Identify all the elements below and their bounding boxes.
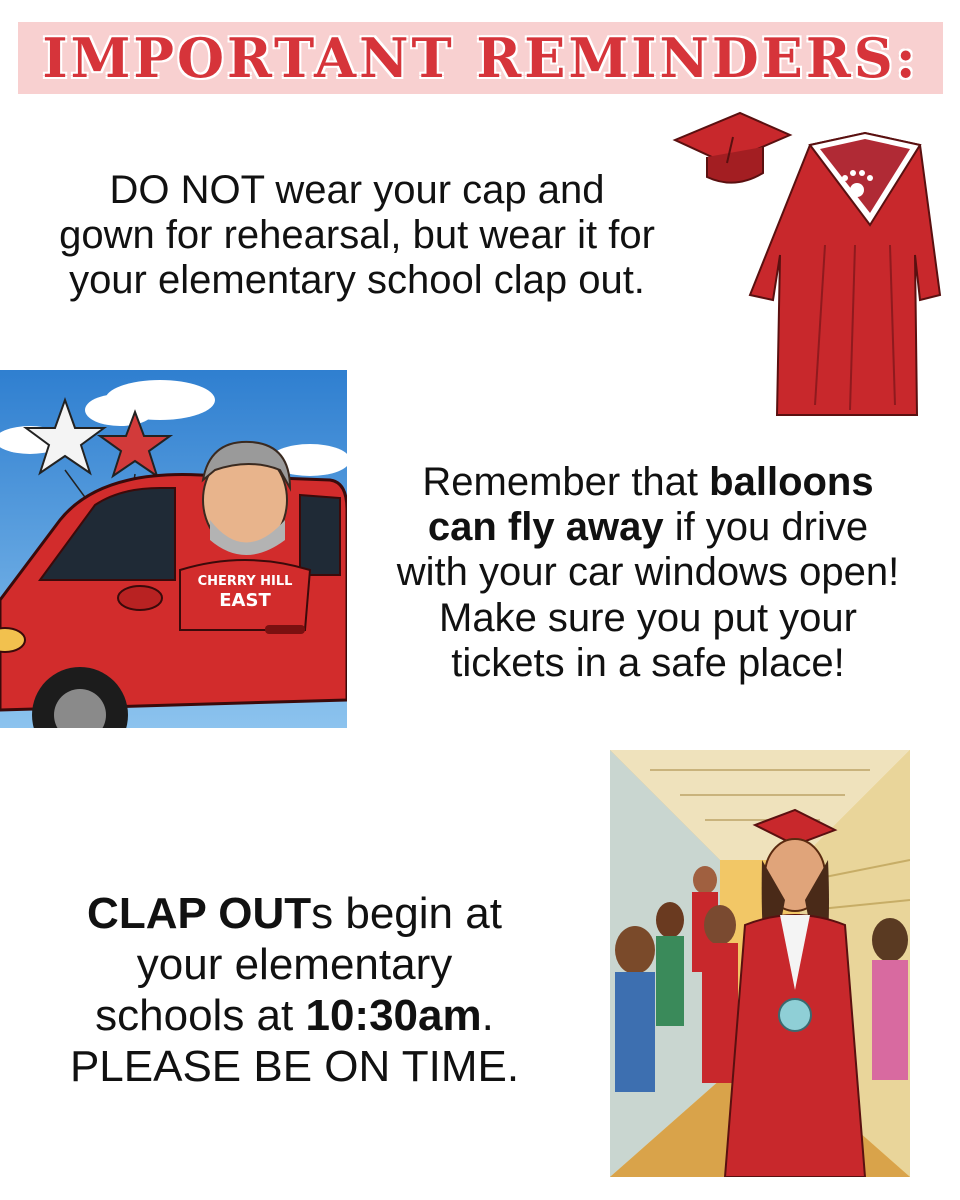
- cap-and-gown-illustration: [665, 105, 945, 425]
- reminder-balloons-line-2-post: if you drive: [663, 505, 869, 550]
- reminder-clap-out-line-1-post: s begin at: [311, 889, 502, 938]
- reminder-cap-gown-line-2: gown for rehearsal, but wear it for: [59, 213, 655, 258]
- reminder-cap-gown-line-1: DO NOT wear your cap and: [109, 168, 605, 212]
- reminder-clap-out: [12, 888, 577, 1092]
- reminder-balloons-line-5: tickets in a safe place!: [451, 640, 845, 685]
- reminder-balloons-line-3: with your car windows open!: [396, 550, 900, 595]
- page-title: IMPORTANT REMINDERS:: [42, 26, 919, 90]
- reminder-clap-out-line-4: PLEASE BE ON TIME.: [69, 1042, 520, 1092]
- hallway-clap-out-illustration: [610, 750, 910, 1177]
- reminder-balloons-line-1-bold: balloons: [709, 460, 874, 504]
- shirt-text-line-1: CHERRY HILL: [197, 574, 293, 589]
- reminder-balloons-line-1-pre: Remember that: [422, 460, 710, 504]
- reminder-clap-out-line-2: your elementary: [136, 940, 453, 990]
- reminder-balloons-line-2-bold: can fly away: [427, 505, 664, 550]
- graduation-cap-icon: [675, 113, 790, 183]
- reminder-clap-out-line-1-bold: CLAP OUT: [87, 889, 312, 938]
- reminder-clap-out-line-3-pre: schools at: [95, 991, 306, 1041]
- graduation-gown-icon: [750, 133, 940, 415]
- reminder-balloons-line-4: Make sure you put your: [439, 595, 857, 640]
- car-balloons-illustration: [0, 370, 347, 728]
- reminder-cap-gown-line-3: your elementary school clap out.: [69, 258, 645, 303]
- reminder-clap-out-line-3-bold: 10:30am: [305, 991, 482, 1041]
- shirt-text-line-2: EAST: [219, 590, 271, 611]
- reminder-clap-out-line-3-post: .: [481, 991, 494, 1041]
- reminder-cap-gown: [12, 168, 702, 304]
- reminder-balloons: [352, 460, 944, 686]
